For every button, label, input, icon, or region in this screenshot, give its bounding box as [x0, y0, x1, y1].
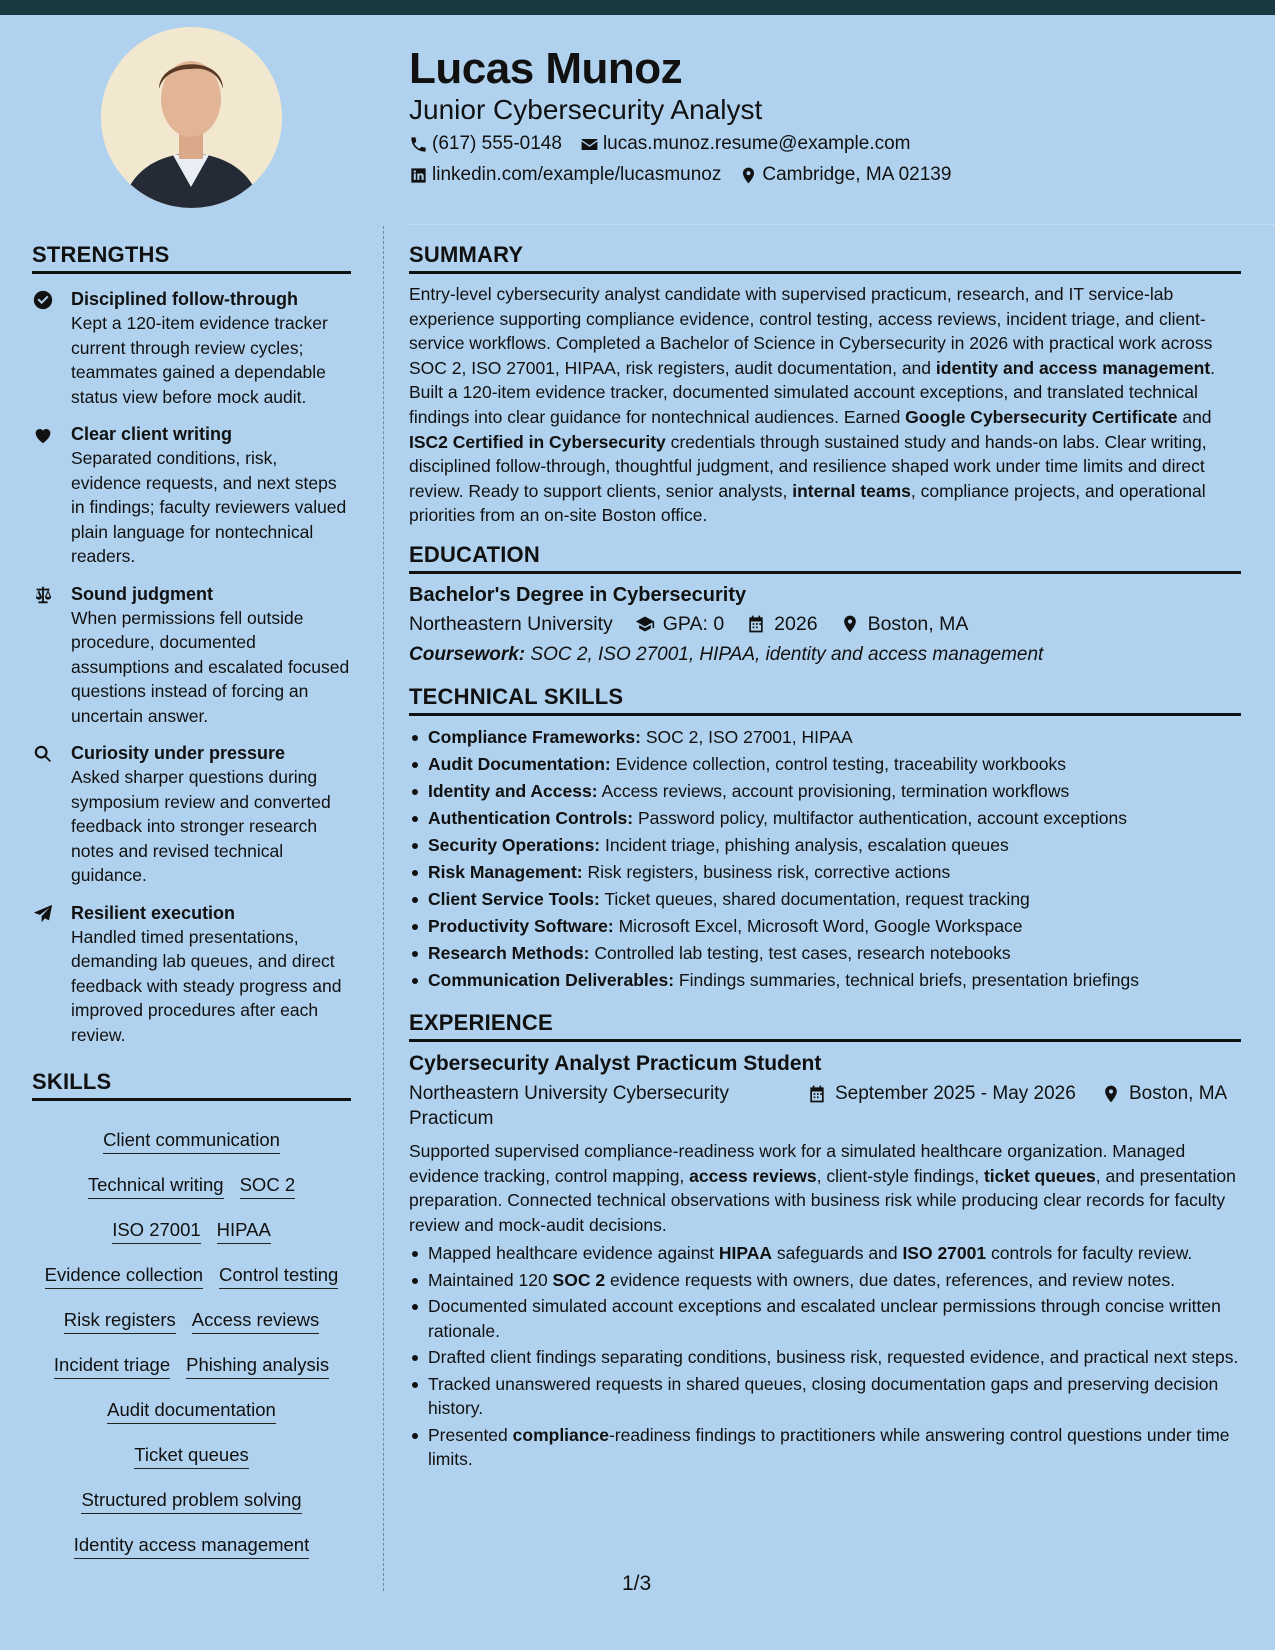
skill-value: Ticket queues, shared documentation, request tracking [604, 888, 1030, 909]
map-pin-icon [739, 166, 758, 185]
skill-value: Controlled lab testing, test cases, research notebooks [594, 942, 1011, 963]
skill-chip: SOC 2 [240, 1172, 296, 1199]
list-item: Mapped healthcare evidence against HIPAA safeguards and ISO 27001 controls for faculty review. [409, 1241, 1241, 1266]
candidate-title: Junior Cybersecurity Analyst [409, 94, 763, 125]
calendar-icon [807, 1084, 827, 1104]
list-item: Drafted client findings separating conditions, business risk, requested evidence, and practical next steps. [409, 1345, 1241, 1370]
skill-value: SOC 2, ISO 27001, HIPAA [645, 726, 853, 747]
coursework [409, 644, 1241, 666]
envelope-icon [580, 135, 599, 154]
skill-value: Password policy, multifactor authentication, account exceptions [638, 807, 1127, 828]
contact-location [739, 164, 951, 186]
technical-skills-heading: TECHNICAL SKILLS [409, 684, 1241, 716]
education-meta [409, 613, 1241, 636]
graduation-cap-icon [635, 614, 655, 634]
contact-line-2 [409, 164, 969, 186]
list-item [409, 886, 1241, 913]
skill-label: Productivity Software: [428, 915, 614, 936]
school-name: Northeastern University [409, 612, 613, 635]
job-org: Northeastern University Cybersecurity Practicum [409, 1082, 729, 1129]
contact-linkedin[interactable] [409, 164, 721, 186]
strength-desc: Handled timed presentations, demanding lab queues, and direct feedback with steady progress and improved procedures after each review. [71, 926, 342, 1045]
heart-icon [32, 424, 54, 446]
strength-desc: When permissions fell outside procedure, documented assumptions and escalated focused questions instead of forcing an uncertain answer. [71, 607, 350, 726]
list-item [409, 967, 1241, 994]
profile-photo-illustration [101, 27, 282, 208]
skill-label: Communication Deliverables: [428, 969, 675, 990]
skill-value: Evidence collection, control testing, traceability workbooks [615, 753, 1067, 774]
coursework-label: Coursework: [409, 643, 526, 665]
job-title: Cybersecurity Analyst Practicum Student [409, 1051, 822, 1075]
list-item: Tracked unanswered requests in shared queues, closing documentation gaps and preserving decision history. [409, 1372, 1241, 1421]
skill-chip: Phishing analysis [186, 1352, 329, 1379]
graduation-year: 2026 [774, 612, 818, 635]
profile-photo [101, 27, 282, 208]
contact-email[interactable] [580, 133, 911, 155]
job-meta [409, 1081, 1241, 1131]
page-number: 1/3 [622, 1572, 652, 1595]
strength-title: Sound judgment [71, 583, 213, 604]
list-item [409, 940, 1241, 967]
skill-label: Research Methods: [428, 942, 590, 963]
map-pin-icon [1101, 1084, 1121, 1104]
skill-chip: Technical writing [88, 1172, 224, 1199]
map-pin-icon [840, 614, 860, 634]
linkedin-text: linkedin.com/example/lucasmunoz [432, 164, 722, 185]
skill-value: Incident triage, phishing analysis, escalation queues [605, 834, 1009, 855]
list-item [409, 859, 1241, 886]
strengths-heading: STRENGTHS [32, 242, 351, 274]
experience-heading: EXPERIENCE [409, 1010, 1241, 1042]
strength-title: Disciplined follow-through [71, 289, 298, 309]
job-summary: Supported supervised compliance-readiness work for a simulated healthcare organization. Managed evidence tracking, control mapping, access reviews, client-style findings, ticket queues, and presentation preparation. Connected technical observations with business risk while producing clear records for faculty review and mock-audit decisions. [409, 1140, 1236, 1235]
skill-chip: Structured problem solving [81, 1487, 301, 1514]
coursework-text: SOC 2, ISO 27001, HIPAA, identity and access management [530, 643, 1044, 665]
strength-desc: Kept a 120-item evidence tracker current through review cycles; teammates gained a dependable status view before mock audit. [71, 313, 328, 407]
summary-heading: SUMMARY [409, 242, 1241, 274]
skill-chip: Risk registers [64, 1307, 176, 1334]
gpa-text: GPA: 0 [662, 612, 725, 635]
technical-skills-list [409, 724, 1241, 994]
skill-value: Access reviews, account provisioning, termination workflows [601, 780, 1070, 801]
location-text: Cambridge, MA 02139 [762, 164, 952, 185]
right-column [409, 242, 1241, 1474]
school-location: Boston, MA [867, 612, 969, 635]
left-column [32, 242, 351, 1567]
skills-heading: SKILLS [32, 1069, 351, 1101]
list-item [409, 913, 1241, 940]
strength-title: Clear client writing [71, 424, 233, 444]
skill-chip: Audit documentation [107, 1397, 276, 1424]
header-rule [409, 224, 1275, 225]
list-item [409, 832, 1241, 859]
skill-chip: Client communication [103, 1127, 280, 1154]
candidate-name: Lucas Munoz [409, 44, 683, 93]
skill-chip: ISO 27001 [112, 1217, 200, 1244]
skill-value: Findings summaries, technical briefs, presentation briefings [678, 969, 1139, 990]
skill-chip: Ticket queues [134, 1442, 249, 1469]
skill-label: Authentication Controls: [428, 807, 634, 828]
strength-item [32, 582, 351, 729]
skills-chips [32, 1117, 351, 1567]
strength-item [32, 287, 351, 409]
skill-value: Risk registers, business risk, corrective actions [587, 861, 951, 882]
skill-label: Audit Documentation: [428, 753, 611, 774]
phone-text: (617) 555-0148 [432, 133, 562, 154]
list-item [409, 724, 1241, 751]
top-bar [0, 0, 1275, 15]
list-item: Maintained 120 SOC 2 evidence requests with owners, due dates, references, and review notes. [409, 1268, 1241, 1293]
skill-chip: HIPAA [217, 1217, 271, 1244]
strength-item [32, 901, 351, 1048]
contact-phone[interactable] [409, 133, 562, 155]
column-divider [383, 226, 384, 1591]
skill-chip: Control testing [219, 1262, 338, 1289]
skill-chip: Evidence collection [45, 1262, 203, 1289]
strength-title: Curiosity under pressure [71, 743, 286, 763]
skill-chip: Access reviews [192, 1307, 319, 1334]
skill-value: Microsoft Excel, Microsoft Word, Google Workspace [618, 915, 1023, 936]
scale-icon [32, 584, 54, 606]
skill-label: Identity and Access: [428, 780, 598, 801]
job-location: Boston, MA [1129, 1082, 1228, 1104]
list-item [409, 751, 1241, 778]
skill-chip: Identity access management [74, 1532, 310, 1559]
email-text: lucas.munoz.resume@example.com [602, 133, 911, 154]
list-item: Presented compliance-readiness findings to practitioners while answering control questions under time limits. [409, 1423, 1241, 1472]
degree-title: Bachelor's Degree in Cybersecurity [409, 583, 747, 606]
job-bullets [409, 1241, 1241, 1472]
skill-label: Risk Management: [428, 861, 583, 882]
job-dates: September 2025 - May 2026 [835, 1082, 1076, 1104]
list-item: Documented simulated account exceptions and escalated unclear permissions through concise written rationale. [409, 1294, 1241, 1343]
summary-text: Entry-level cybersecurity analyst candidate with supervised practicum, research, and IT service-lab experience supporting compliance evidence, control testing, access reviews, incident triage, and client-service workflows. Completed a Bachelor of Science in Cybersecurity in 2026 with practical work across SOC 2, ISO 27001, HIPAA, risk registers, audit documentation, and identity and access management. Built a 120-item evidence tracker, documented simulated account exceptions, and translated technical findings into clear guidance for nontechnical audiences. Earned Google Cybersecurity Certificate and ISC2 Certified in Cybersecurity credentials through sustained study and hands-on labs. Clear writing, disciplined follow-through, thoughtful judgment, and resilience shaped work under time limits and direct review. Ready to support clients, senior analysts, internal teams, compliance projects, and operational priorities from an on-site Boston office. [409, 284, 1216, 526]
linkedin-icon [409, 166, 428, 185]
strength-item [32, 422, 351, 569]
list-item [409, 805, 1241, 832]
search-icon [32, 743, 54, 765]
education-heading: EDUCATION [409, 542, 1241, 574]
phone-icon [409, 135, 428, 154]
strength-item [32, 741, 351, 888]
skill-label: Security Operations: [428, 834, 601, 855]
strength-title: Resilient execution [71, 902, 236, 923]
strength-desc: Separated conditions, risk, evidence requests, and next steps in findings; faculty reviewers valued plain language for nontechnical readers. [71, 448, 347, 566]
strength-desc: Asked sharper questions during symposium review and converted feedback into stronger research notes and revised technical guidance. [71, 767, 331, 885]
paper-plane-icon [32, 903, 54, 925]
skill-chip: Incident triage [54, 1352, 170, 1379]
skill-label: Client Service Tools: [428, 888, 600, 909]
calendar-icon [746, 614, 766, 634]
check-circle-icon [32, 289, 54, 311]
contact-line-1 [409, 133, 929, 155]
list-item [409, 778, 1241, 805]
skill-label: Compliance Frameworks: [428, 726, 641, 747]
